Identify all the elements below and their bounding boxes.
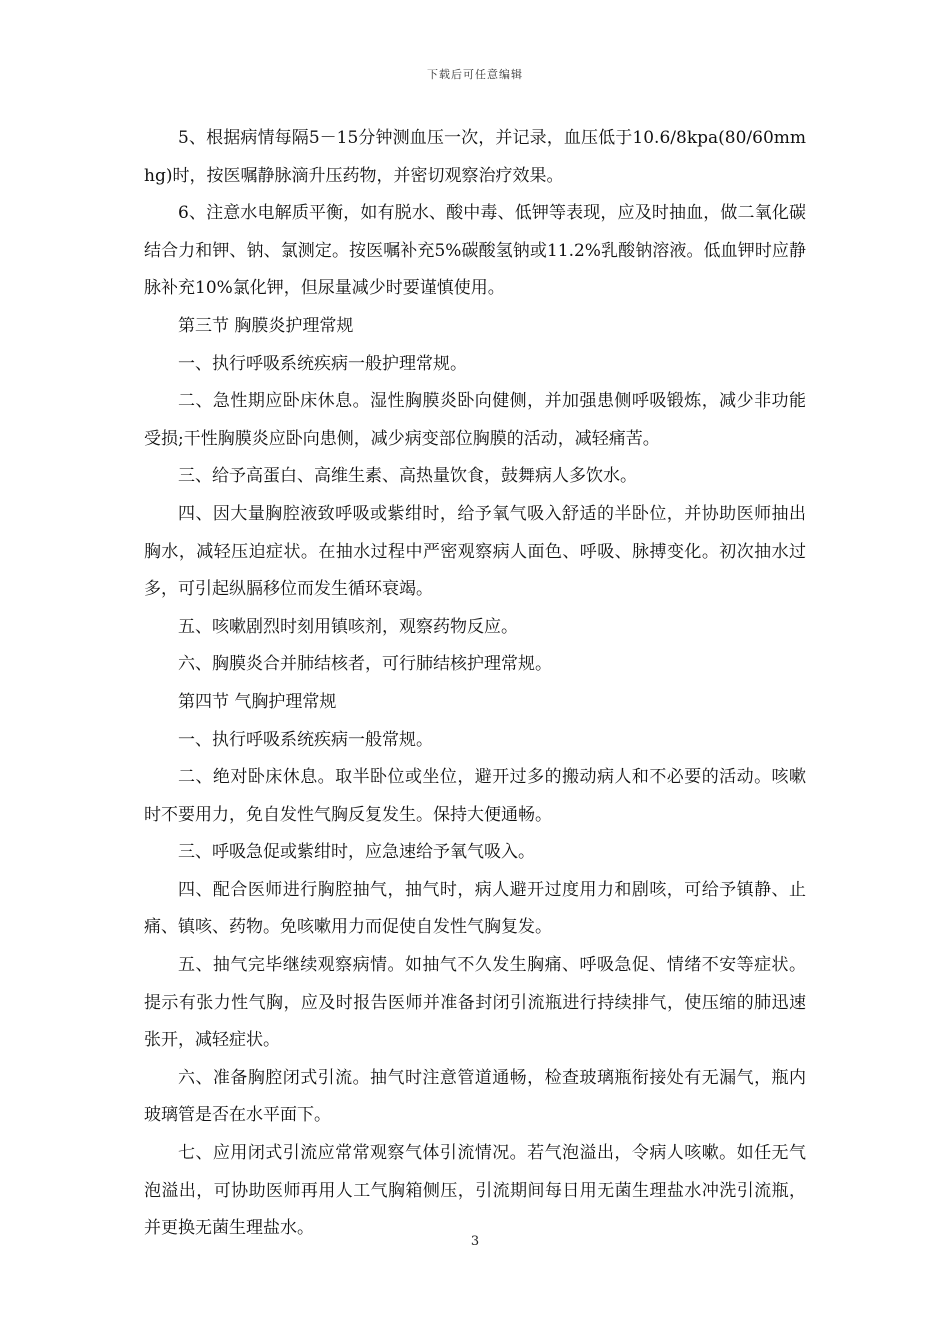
paragraph-pneumothorax-5: 五、抽气完毕继续观察病情。如抽气不久发生胸痛、呼吸急促、情绪不安等症状。提示有张力性气胸，应及时报告医师并准备封闭引流瓶进行持续排气，使压缩的肺迅速张开，减轻症状。 [144,955,806,1051]
paragraph-pneumothorax-2: 二、绝对卧床休息。取半卧位或坐位，避开过多的搬动病人和不必要的活动。咳嗽时不要用力，免自发性气胸反复发生。保持大便通畅。 [144,767,806,825]
document-body [144,120,806,1248]
paragraph-pleurisy-2: 二、急性期应卧床休息。湿性胸膜炎卧向健侧，并加强患侧呼吸锻炼，减少非功能受损;干性胸膜炎应卧向患侧，减少病变部位胸膜的活动，减轻痛苦。 [144,391,806,449]
paragraph-pleurisy-1: 一、执行呼吸系统疾病一般护理常规。 [178,353,467,374]
paragraph-pneumothorax-3: 三、呼吸急促或紫绀时，应急速给予氧气吸入。 [178,842,535,863]
page-header: 下载后可任意编辑 [427,68,523,81]
paragraph-pneumothorax-6: 六、准备胸腔闭式引流。抽气时注意管道通畅，检查玻璃瓶衔接处有无漏气，瓶内玻璃管是否在水平面下。 [144,1067,806,1126]
paragraph-electrolyte: 6、注意水电解质平衡，如有脱水、酸中毒、低钾等表现，应及时抽血，做二氧化碳结合力和钾、钠、氯测定。按医嘱补充5%碳酸氢钠或11.2%乳酸钠溶液。低血钾时应静脉补充10%氯化钾，但尿量减少时要谨慎使用。 [144,203,806,299]
paragraph-pleurisy-6: 六、胸膜炎合并肺结核者，可行肺结核护理常规。 [178,654,552,675]
section-heading-pneumothorax: 第四节 气胸护理常规 [178,691,337,712]
paragraph-pleurisy-3: 三、给予高蛋白、高维生素、高热量饮食，鼓舞病人多饮水。 [178,466,637,487]
paragraph-blood-pressure: 5、根据病情每隔5－15分钟测血压一次，并记录，血压低于10.6/8kpa(80/60mmhg)时，按医嘱静脉滴升压药物，并密切观察治疗效果。 [144,128,806,186]
paragraph-pneumothorax-7: 七、应用闭式引流应常常观察气体引流情况。若气泡溢出，令病人咳嗽。如任无气泡溢出，可协助医师再用人工气胸箱侧压，引流期间每日用无菌生理盐水冲洗引流瓶，并更换无菌生理盐水。 [144,1143,806,1239]
paragraph-pleurisy-4: 四、因大量胸腔液致呼吸或紫绀时，给予氧气吸入舒适的半卧位，并协助医师抽出胸水，减轻压迫症状。在抽水过程中严密观察病人面色、呼吸、脉搏变化。初次抽水过多，可引起纵膈移位而发生循环衰竭。 [144,503,806,600]
page-number: 3 [470,1234,480,1249]
paragraph-pneumothorax-4: 四、配合医师进行胸腔抽气，抽气时，病人避开过度用力和剧咳，可给予镇静、止痛、镇咳、药物。免咳嗽用力而促使自发性气胸复发。 [144,879,806,938]
paragraph-pneumothorax-1: 一、执行呼吸系统疾病一般常规。 [178,729,433,750]
paragraph-pleurisy-5: 五、咳嗽剧烈时刻用镇咳剂，观察药物反应。 [178,616,518,637]
section-heading-pleurisy: 第三节 胸膜炎护理常规 [178,315,354,336]
